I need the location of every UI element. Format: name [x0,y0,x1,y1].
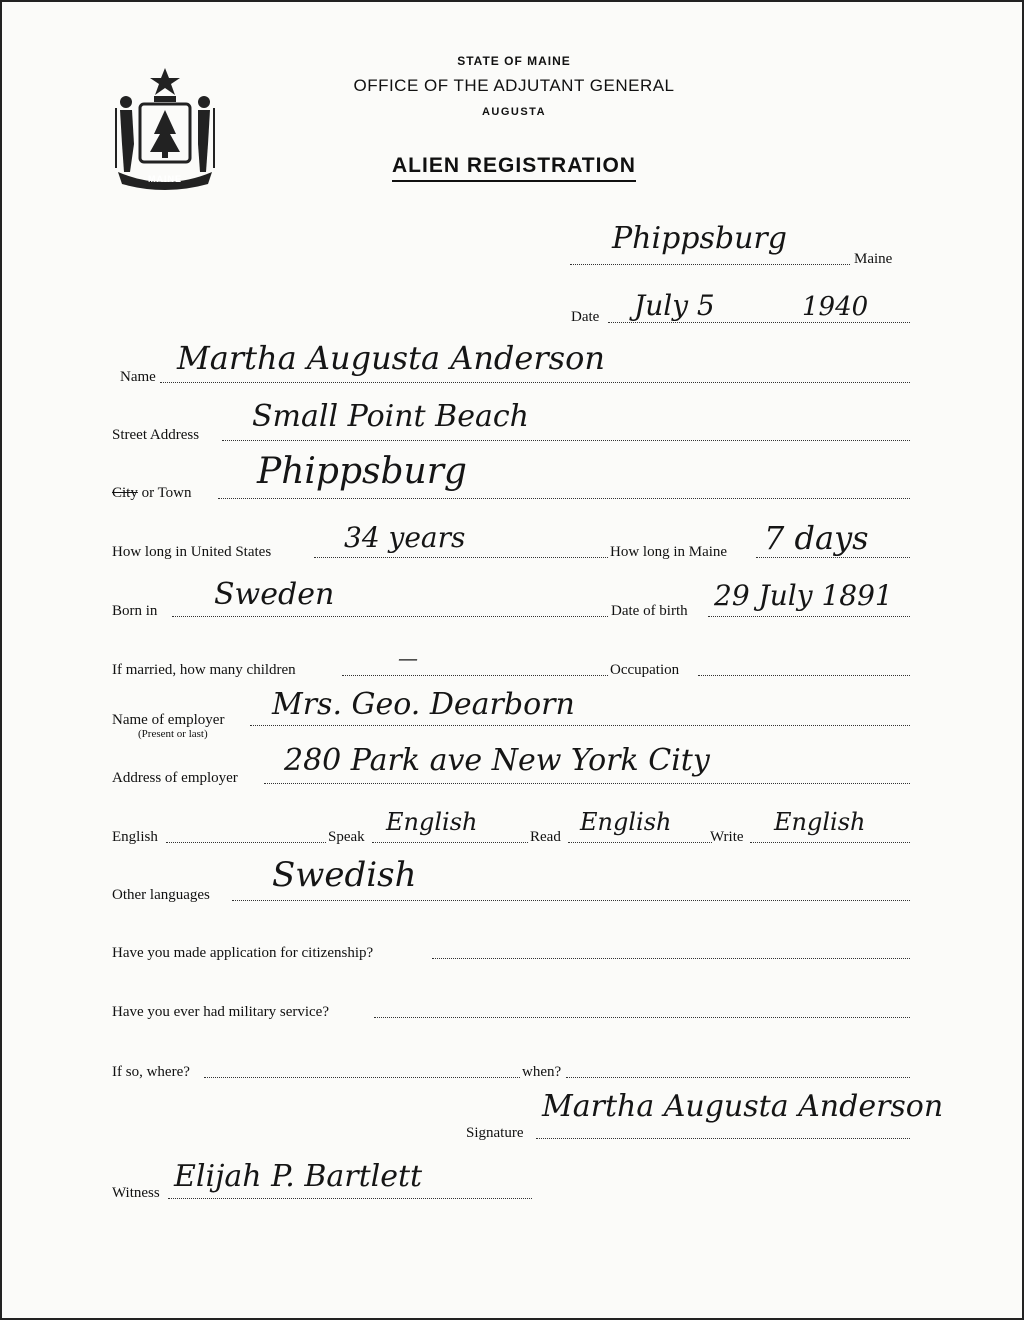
speak-value[interactable]: English [386,808,478,836]
date-year-value[interactable]: 1940 [802,292,869,322]
place-line [570,264,850,265]
state-heading: STATE OF MAINE [457,54,571,68]
when-label: when? [522,1064,562,1080]
employer-label: Name of employer [112,712,225,728]
years-us-label: How long in United States [112,544,272,560]
when-line [566,1077,910,1078]
employer-line [250,725,910,726]
town-label: City or Town [112,485,192,501]
other-languages-line [232,900,910,901]
citizenship-line [432,958,910,959]
children-value[interactable]: — [398,646,418,670]
years-us-line [314,557,608,558]
town-line [218,498,910,499]
years-maine-value[interactable]: 7 days [764,519,869,557]
street-label: Street Address [112,427,200,443]
witness-line [168,1198,532,1199]
date-line [608,322,910,323]
occupation-line [698,675,910,676]
years-maine-line [756,557,910,558]
write-value[interactable]: English [774,808,866,836]
read-value[interactable]: English [580,808,672,836]
born-label: Born in [112,603,158,619]
children-label: If married, how many children [112,662,296,678]
name-label: Name [120,369,156,385]
read-label: Read [530,829,561,845]
street-value[interactable]: Small Point Beach [252,399,529,434]
employer-address-line [264,783,910,784]
occupation-label: Occupation [610,662,680,678]
seal-ribbon-text: MAINE [148,174,182,184]
dob-label: Date of birth [611,603,688,619]
town-value[interactable]: Phippsburg [257,451,467,492]
speak-label: Speak [328,829,365,845]
signature-value[interactable]: Martha Augusta Anderson [542,1089,944,1124]
signature-line [536,1138,910,1139]
signature-label: Signature [466,1125,524,1141]
employer-address-label: Address of employer [112,770,238,786]
born-line [172,616,608,617]
dob-line [708,616,910,617]
children-line [342,675,608,676]
city-heading: AUGUSTA [481,106,547,118]
english-label: English [112,829,158,845]
write-line [750,842,910,843]
witness-value[interactable]: Elijah P. Bartlett [174,1159,423,1194]
where-line [204,1077,520,1078]
write-label: Write [710,829,744,845]
place-label: Maine [854,251,893,267]
dob-value[interactable]: 29 July 1891 [714,579,893,612]
english-line [166,842,326,843]
date-value[interactable]: July 5 [634,289,715,322]
employer-address-value[interactable]: 280 Park ave New York City [284,743,710,778]
military-line [374,1017,910,1018]
witness-label: Witness [112,1185,160,1201]
date-label: Date [571,309,600,325]
citizenship-label: Have you made application for citizenship? [112,945,374,961]
employer-sublabel: (Present or last) [138,728,208,740]
other-languages-value[interactable]: Swedish [272,855,417,895]
speak-line [372,842,528,843]
place-value[interactable]: Phippsburg [612,221,787,256]
military-label: Have you ever had military service? [112,1004,329,1020]
other-languages-label: Other languages [112,887,210,903]
office-heading: OFFICE OF THE ADJUTANT GENERAL [353,76,675,95]
years-us-value[interactable]: 34 years [344,521,466,554]
name-value[interactable]: Martha Augusta Anderson [177,339,605,377]
street-line [222,440,910,441]
years-maine-label: How long in Maine [610,544,728,560]
form-title: ALIEN REGISTRATION [2,154,1024,178]
employer-value[interactable]: Mrs. Geo. Dearborn [272,687,575,722]
name-line [160,382,910,383]
read-line [568,842,712,843]
born-value[interactable]: Sweden [214,577,335,612]
where-label: If so, where? [112,1064,190,1080]
